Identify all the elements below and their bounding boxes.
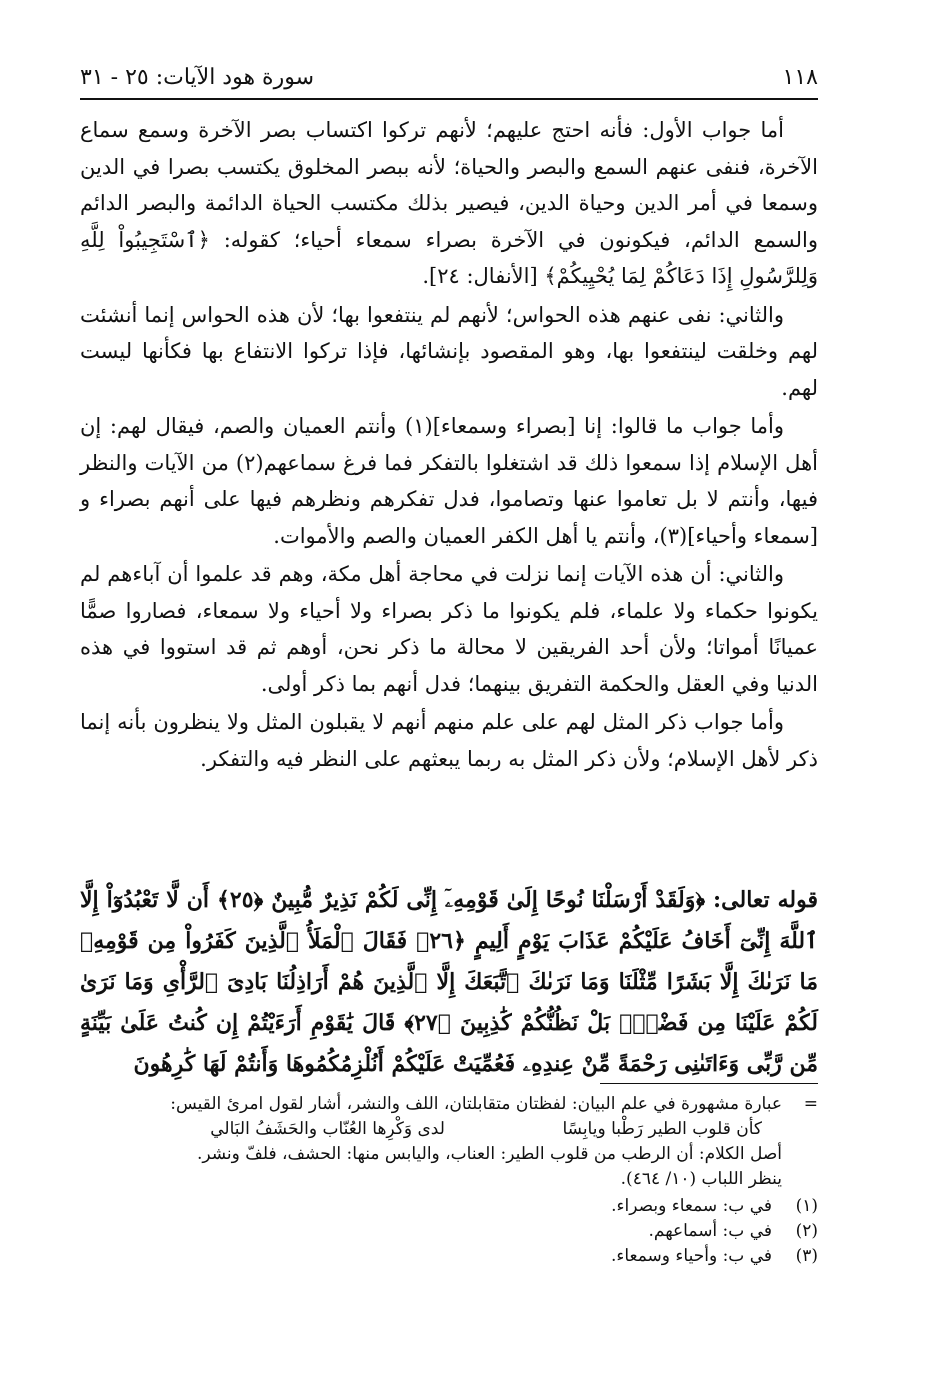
page-header	[80, 56, 818, 100]
running-title: سورة هود الآيات: ٢٥ - ٣١	[80, 64, 315, 90]
paragraph: أما جواب الأول: فأنه احتج عليهم؛ لأنهم تركوا اكتساب بصر الآخرة وسمع سماع الآخرة، فنفى عنهم السمع والبصر والحياة؛ لأنه ببصر المخلوق يكتسب بصرا في الدين وسمعا في أمر الدين وحياة الدين، فيصير بذلك مكتسب الحياة الدائمة والبصر الدائم والسمع الدائم، فيكونون في الآخرة بصراء سمعاء أحياء؛ كقوله: ﴿ٱسْتَجِيبُواْ لِلَّهِ وَلِلرَّسُولِ إِذَا دَعَاكُمْ لِمَا يُحْيِيكُمْ﴾ [الأنفال: ٢٤].	[80, 118, 818, 288]
paragraph: وأما جواب ما قالوا: إنا [بصراء وسمعاء](١) وأنتم العميان والصم، فيقال لهم: إن أهل الإسلام إذا سمعوا ذلك قد اشتغلوا بالتفكر فما فرغ سماعهم(٢) من الآيات والنظر فيها، وأنتم لا بل تعاموا عنها وتصاموا، فدل تفكرهم ونظرهم فيها على أنهم بصراء و [سمعاء وأحياء](٣)، وأنتم يا أهل الكفر العميان والصم والأموات.	[80, 414, 818, 548]
poem-first-hemistich: كأن قلوب الطير رَطْبا ويابِسًا	[562, 1119, 762, 1139]
verse-text: ﴿وَلَقَدْ أَرْسَلْنَا نُوحًا إِلَىٰ قَوْمِهِۦٓ إِنِّى لَكُمْ نَذِيرٌ مُّبِينٌ ﴿٢٥﴾ أَن لَّا تَعْبُدُوٓاْ إِلَّا ٱللَّهَ إِنِّىٓ أَخَافُ عَلَيْكُمْ عَذَابَ يَوْمٍ أَلِيمٍ ﴿٢٦﴾ فَقَالَ ٱلْمَلَأُ ٱلَّذِينَ كَفَرُواْ مِن قَوْمِهِۦ مَا نَرَىٰكَ إِلَّا بَشَرًا مِّثْلَنَا وَمَا نَرَىٰكَ ٱتَّبَعَكَ إِلَّا ٱلَّذِينَ هُمْ أَرَاذِلُنَا بَادِىَ ٱلرَّأْىِ وَمَا نَرَىٰ لَكُمْ عَلَيْنَا مِن فَضْلٍۭ بَلْ نَظُنُّكُمْ كَٰذِبِينَ ﴿٢٧﴾ قَالَ يَٰقَوْمِ أَرَءَيْتُمْ إِن كُنتُ عَلَىٰ بَيِّنَةٍ مِّن رَّبِّى وَءَاتَىٰنِى رَحْمَةً مِّنْ عِندِهِۦ فَعُمِّيَتْ عَلَيْكُمْ أَنُلْزِمُكُمُوهَا وَأَنتُمْ لَهَا كَٰرِهُونَ	[80, 887, 818, 1077]
footnote-line: ينظر اللباب (١٠/ ٤٦٤).	[620, 1169, 782, 1189]
footnotes	[80, 1092, 818, 1269]
paragraph: والثاني: أن هذه الآيات إنما نزلت في محاجة أهل مكة، وهم قد علموا أن آباءهم لم يكونوا حكماء ولا علماء، فلم يكونوا ما ذكر بصراء ولا أحياء ولا سمعاء، فصاروا صمًّا عميانًا أمواتا؛ ولأن أحد الفريقين لا محالة ما ذكر نحن، أوهم ثم قد استووا في هذه الدنيا وفي العقل والحكمة التفريق بينهما؛ فدل أنهم بما ذكر أولى.	[80, 562, 818, 696]
footnote-number: (٢)	[795, 1221, 818, 1241]
poem-second-hemistich: لدى وَكْرِها العُنّاب والحَشَفُ البَالي	[210, 1119, 445, 1139]
footnote-number: (١)	[795, 1196, 818, 1216]
footnote-item	[80, 1244, 818, 1269]
footnote-line: عبارة مشهورة في علم البيان: لفظتان متقابلتان، اللف والنشر، أشار لقول امرئ القيس:	[170, 1094, 782, 1114]
paragraph: وأما جواب ذكر المثل لهم على علم منهم أنهم لا يقبلون المثل ولا ينظرون بأنه إنما ذكر لأهل الإسلام؛ ولأن ذكر المثل به ربما يبعثهم على النظر فيه والتفكر.	[80, 710, 818, 771]
footnote-number: (٣)	[795, 1246, 818, 1266]
paragraph: والثاني: نفى عنهم هذه الحواس؛ لأنهم لم ينتفعوا بها؛ لأن هذه الحواس إنما أنشئت لهم وخلقت لينتفعوا بها، وهو المقصود بإنشائها، فإذا تركوا الانتفاع بها فكأنها ليست لهم.	[80, 302, 818, 400]
footnote-continuation	[80, 1092, 818, 1192]
poem-verse	[170, 1117, 782, 1142]
page-number: ١١٨	[782, 64, 818, 90]
footnote-list	[80, 1194, 818, 1269]
footnote-text: في ب: أسماعهم.	[648, 1221, 772, 1241]
footnote-item	[80, 1219, 818, 1244]
verse-lead: قوله تعالى:	[713, 887, 818, 913]
main-text	[80, 112, 818, 779]
footnote-line: أصل الكلام: أن الرطب من قلوب الطير: العناب، واليابس منها: الحشف، فلفّ ونشر.	[196, 1144, 782, 1164]
footnote-separator	[600, 1083, 818, 1084]
continuation-mark: =	[803, 1094, 818, 1114]
footnote-text: في ب: سمعاء وبصراء.	[611, 1196, 772, 1216]
quran-verse-block	[80, 880, 818, 1085]
footnote-item	[80, 1194, 818, 1219]
footnote-text: في ب: وأحياء وسمعاء.	[610, 1246, 772, 1266]
